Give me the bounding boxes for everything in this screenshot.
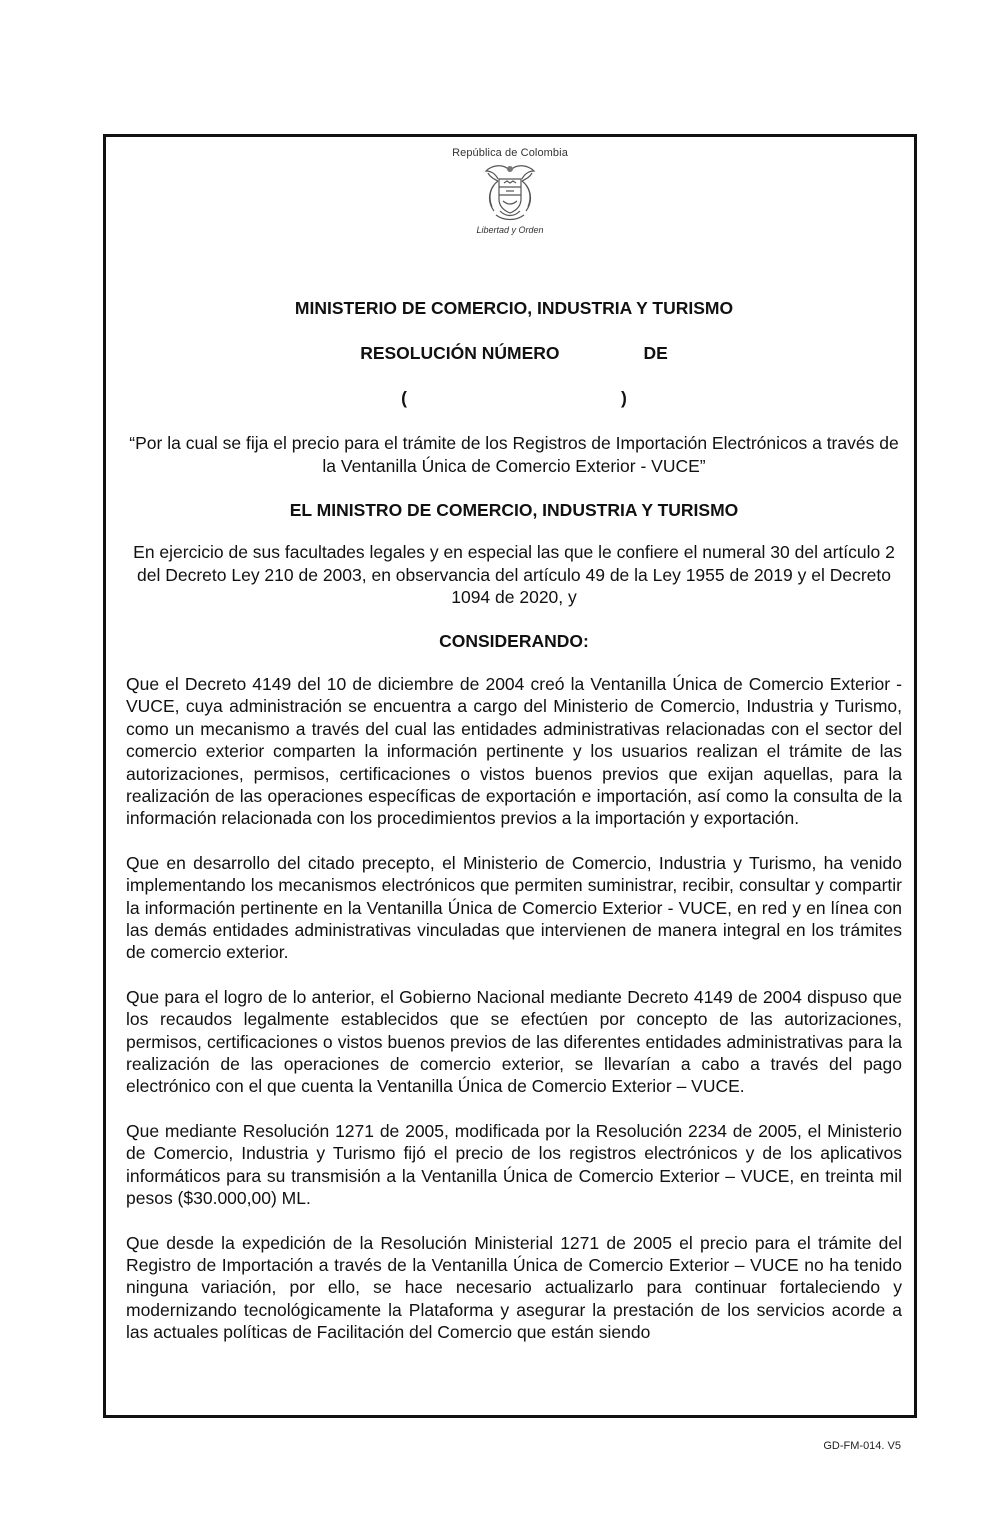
coat-of-arms-icon [478, 161, 542, 227]
document-frame [103, 134, 917, 1418]
resolution-number-line [126, 343, 902, 364]
resolution-subject: “Por la cual se fija el precio para el trámite de los Registros de Importación Electrónicos a través de la Ventanilla Única de Comercio Exterior - VUCE” [129, 433, 899, 476]
resolution-date-blank [126, 388, 902, 409]
paragraph: Que en desarrollo del citado precepto, el Ministerio de Comercio, Industria y Turismo, ha venido implementando los mecanismos electrónicos que permiten suministrar, recibir, consultar y compartir la información pertinente en la Ventanilla Única de Comercio Exterior - VUCE, en red y en línea con las demás entidades administrativas vinculadas que intervienen de manera integral en los trámites de comercio exterior. [126, 852, 902, 963]
ministry-heading: MINISTERIO DE COMERCIO, INDUSTRIA Y TURISMO [294, 298, 734, 318]
paragraph: Que el Decreto 4149 del 10 de diciembre de 2004 creó la Ventanilla Única de Comercio Exterior - VUCE, cuya administración se encuentra a cargo del Ministerio de Comercio, Industria y Turismo, como un mecanismo a través del cual las entidades administrativas relacionadas con el sector del comercio exterior comparten la información pertinente y los usuarios realizan el trámite de las autorizaciones, permisos, certificaciones o vistos buenos previos que exijan aquellas, para la realización de las operaciones específicas de exportación e importación, así como la consulta de la información relacionada con los procedimientos previos a la importación y exportación. [126, 673, 902, 829]
header-seal [106, 147, 914, 235]
considerando-heading: CONSIDERANDO: [439, 630, 589, 651]
preamble: En ejercicio de sus facultades legales y en especial las que le confiere el numeral 30 del artículo 2 del Decreto Ley 210 de 2003, en observancia del artículo 49 de la Ley 1955 de 2019 y el Decreto 1094 de 2020, y [133, 542, 895, 608]
form-code: GD-FM-014. V5 [823, 1440, 901, 1452]
resolution-label: RESOLUCIÓN NÚMERO [360, 343, 560, 363]
close-paren: ) [621, 388, 627, 408]
resolution-date-label: DE [643, 343, 668, 363]
paragraph: Que desde la expedición de la Resolución Ministerial 1271 de 2005 el precio para el trámite del Registro de Importación a través de la Ventanilla Única de Comercio Exterior – VUCE no ha tenido ninguna variación, por ello, se hace necesario actualizarlo para continuar fortaleciendo y modernizando tecnológicamente la Plataforma y asegurar la prestación de los servicios acorde a las actuales políticas de Facilitación del Comercio que están siendo [126, 1232, 902, 1343]
seal-country-text: República de Colombia [452, 147, 568, 159]
minister-title: EL MINISTRO DE COMERCIO, INDUSTRIA Y TURISMO [289, 500, 739, 521]
paragraph: Que para el logro de lo anterior, el Gobierno Nacional mediante Decreto 4149 de 2004 dispuso que los recaudos legalmente establecidos que se efectúen por concepto de las autorizaciones, permisos, certificaciones o vistos buenos previos de las diferentes entidades administrativas para la realización de las operaciones de comercio exterior, se llevarían a cabo a través del pago electrónico con el que cuenta la Ventanilla Única de Comercio Exterior – VUCE. [126, 986, 902, 1097]
seal-motto-text: Libertad y Orden [476, 225, 544, 235]
paragraph: Que mediante Resolución 1271 de 2005, modificada por la Resolución 2234 de 2005, el Ministerio de Comercio, Industria y Turismo fijó el precio de los registros electrónicos y de los aplicativos informáticos para su transmisión a la Ventanilla Única de Comercio Exterior – VUCE, en treinta mil pesos ($30.000,00) ML. [126, 1120, 902, 1209]
open-paren: ( [401, 388, 407, 408]
document-body [126, 297, 902, 1344]
